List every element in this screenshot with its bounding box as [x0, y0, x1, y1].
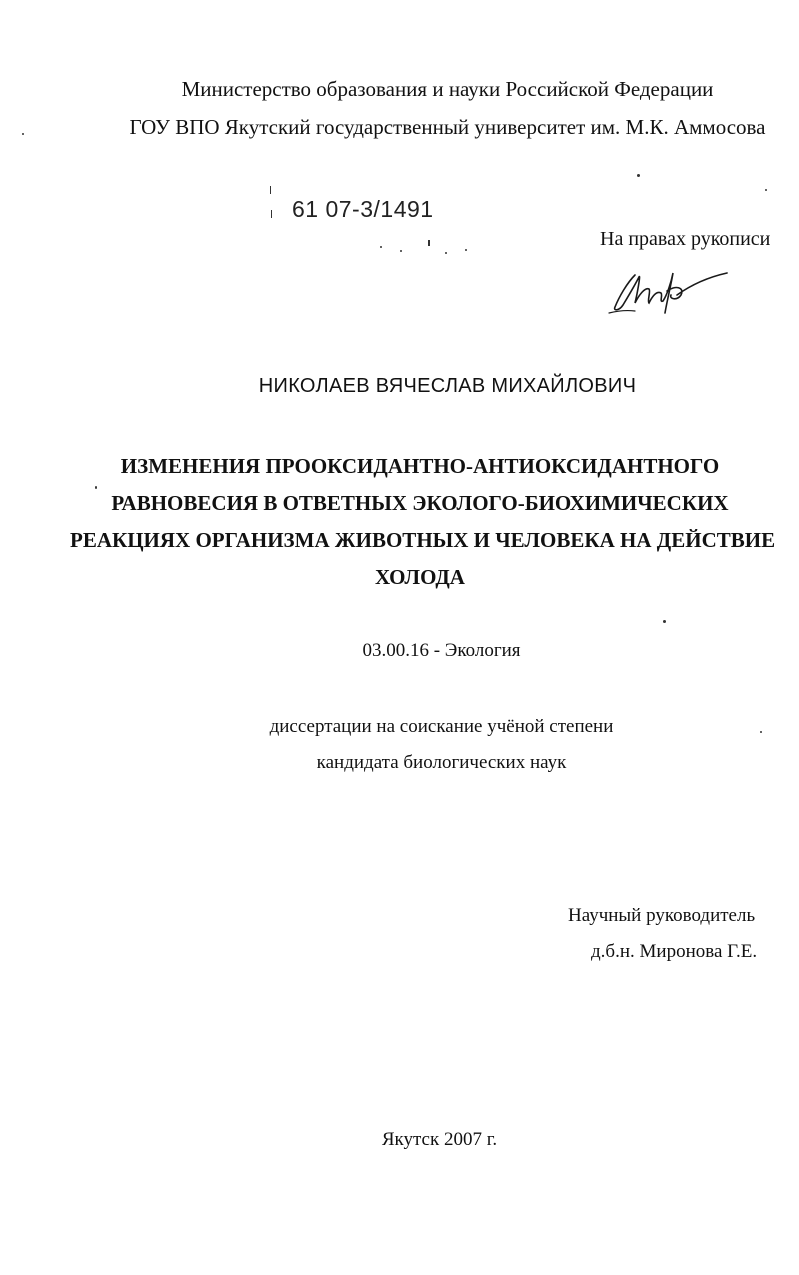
scan-speck [380, 246, 382, 248]
ministry-heading: Министерство образования и науки Российской Федерации [181, 77, 714, 101]
degree-line-2: кандидата биологических наук [316, 752, 567, 773]
city-year: Якутск 2007 г. [381, 1129, 498, 1150]
dissertation-title [70, 448, 776, 596]
scan-speck [270, 186, 271, 194]
scan-speck [95, 486, 97, 489]
supervisor-label: Научный руководитель [568, 905, 756, 926]
scan-speck [765, 189, 767, 191]
scan-speck [445, 252, 447, 254]
catalog-stamp: 61 07-3/1491 [292, 196, 434, 222]
author-name: НИКОЛАЕВ ВЯЧЕСЛАВ МИХАЙЛОВИЧ [258, 375, 637, 397]
manuscript-rights-label: На правах рукописи [600, 228, 771, 250]
scan-speck [465, 249, 467, 251]
scan-speck [428, 240, 430, 246]
title-line: ИЗМЕНЕНИЯ ПРООКСИДАНТНО-АНТИОКСИДАНТНОГО [120, 454, 720, 478]
scan-speck [22, 133, 24, 135]
university-heading: ГОУ ВПО Якутский государственный университет им. М.К. Аммосова [129, 115, 766, 139]
degree-line-1: диссертации на соискание учёной степени [269, 716, 614, 737]
title-line: РАВНОВЕСИЯ В ОТВЕТНЫХ ЭКОЛОГО-БИОХИМИЧЕСКИХ [111, 491, 729, 515]
scan-speck [637, 174, 640, 177]
title-line: ХОЛОДА [375, 565, 465, 589]
handwritten-signature [605, 255, 735, 320]
scan-speck [663, 620, 666, 623]
scan-speck [400, 250, 402, 252]
title-line: РЕАКЦИЯХ ОРГАНИЗМА ЖИВОТНЫХ И ЧЕЛОВЕКА НА ДЕЙСТВИЕ [70, 528, 776, 552]
scan-speck [271, 210, 272, 218]
supervisor-name: д.б.н. Миронова Г.Е. [591, 941, 758, 962]
scan-speck [760, 731, 762, 733]
specialty-code: 03.00.16 - Экология [362, 640, 521, 661]
